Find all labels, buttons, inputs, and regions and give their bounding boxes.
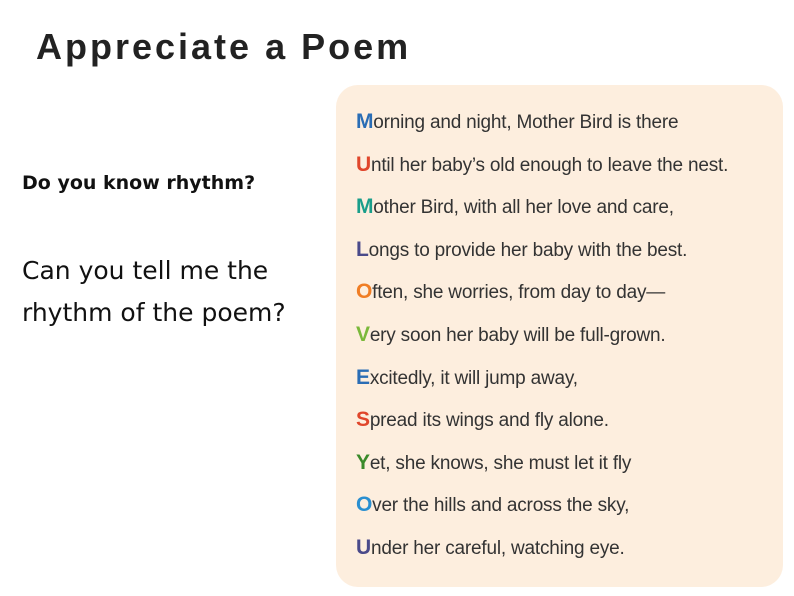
poem-line (356, 446, 783, 489)
poem-line-text: orning and night, Mother Bird is there (373, 112, 679, 133)
poem-line-initial: U (356, 152, 371, 176)
poem-line-text: pread its wings and fly alone. (369, 410, 609, 432)
slide-title: Appreciate a Poem (36, 26, 412, 67)
poem-line-initial: O (356, 280, 373, 304)
poem-line (356, 105, 783, 148)
poem-line (356, 361, 783, 404)
poem-line (356, 148, 783, 191)
poem-line (356, 531, 783, 574)
poem-line (356, 318, 783, 361)
poem-line-text: ongs to provide her baby with the best. (368, 239, 688, 261)
poem-line-initial: M (356, 110, 374, 133)
poem-line-initial: O (356, 493, 373, 517)
poem-line-initial: M (356, 195, 374, 219)
poem-line-initial: V (356, 322, 370, 346)
poem-line-initial: S (356, 408, 370, 432)
poem-line-initial: Y (356, 450, 370, 474)
poem-line-text: ntil her baby’s old enough to leave the nest. (370, 154, 729, 176)
poem-line (356, 275, 783, 318)
poem-line-text: et, she knows, she must let it fly (369, 452, 632, 474)
poem-line-initial: L (356, 237, 369, 261)
poem-line (356, 488, 783, 531)
rhythm-prompt: Can you tell me the rhythm of the poem? (22, 256, 286, 327)
poem-line-text: ften, she worries, from day to day— (372, 282, 666, 304)
poem-line-text: nder her careful, watching eye. (370, 537, 625, 559)
rhythm-question: Do you know rhythm? (22, 172, 256, 194)
poem-line-initial: U (356, 535, 371, 559)
poem-line (356, 190, 783, 233)
poem-line (356, 403, 783, 446)
poem-line-text: ver the hills and across the sky, (372, 495, 630, 517)
poem-line-initial: E (356, 365, 370, 389)
poem-line-text: other Bird, with all her love and care, (373, 197, 674, 219)
poem-line-text: xcitedly, it will jump away, (369, 367, 578, 389)
poem-line (356, 233, 783, 276)
poem-line-text: ery soon her baby will be full-grown. (369, 324, 666, 346)
poem-panel (336, 85, 783, 587)
